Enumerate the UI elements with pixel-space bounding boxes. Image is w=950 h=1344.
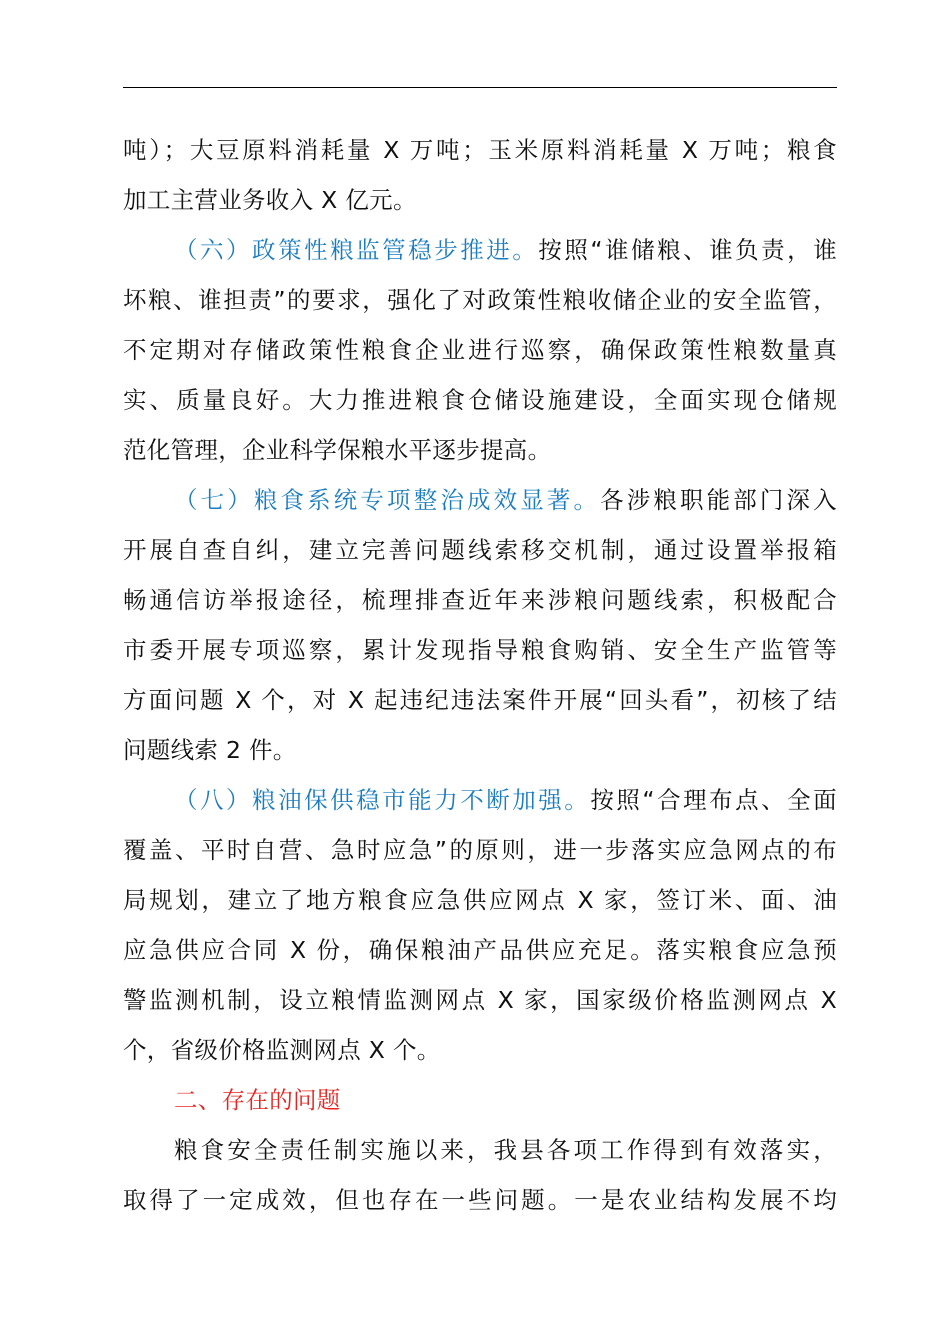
paragraph-first-line xyxy=(123,225,837,275)
paragraph-line: 实、质量良好。大力推进粮食仓储设施建设，全面实现仓储规 xyxy=(123,386,837,414)
paragraph-first-line xyxy=(123,475,837,525)
paragraph-first-line: 粮食安全责任制实施以来，我县各项工作得到有效落实， xyxy=(174,1136,837,1164)
paragraph-line: 局规划，建立了地方粮食应急供应网点 X 家，签订米、面、油 xyxy=(123,886,837,914)
paragraph-line: 问题线索 2 件。 xyxy=(123,736,297,764)
paragraph-line: 市委开展专项巡察，累计发现指导粮食购销、安全生产监管等 xyxy=(123,636,837,664)
paragraph-line: 加工主营业务收入 X 亿元。 xyxy=(123,186,417,214)
paragraph-line: 不定期对存储政策性粮食企业进行巡察，确保政策性粮数量真 xyxy=(123,336,837,364)
section-8-heading: （八）粮油保供稳市能力不断加强。 xyxy=(174,786,591,814)
document-body xyxy=(123,125,837,1225)
paragraph-line: 警监测机制，设立粮情监测网点 X 家，国家级价格监测网点 X xyxy=(123,986,837,1014)
section-7-paragraph xyxy=(123,475,837,775)
section-8-paragraph xyxy=(123,775,837,1075)
paragraph-line: 吨）；大豆原料消耗量 X 万吨；玉米原料消耗量 X 万吨；粮食 xyxy=(123,136,837,164)
paragraph-line: 覆盖、平时自营、急时应急”的原则，进一步落实应急网点的布 xyxy=(123,836,837,864)
paragraph-line: 应急供应合同 X 份，确保粮油产品供应充足。落实粮食应急预 xyxy=(123,936,837,964)
paragraph-line: 个，省级价格监测网点 X 个。 xyxy=(123,1036,441,1064)
paragraph-line-rest: 按照“谁储粮、谁负责，谁 xyxy=(538,236,837,264)
section-6-paragraph xyxy=(123,225,837,475)
header-rule xyxy=(123,87,837,88)
paragraph-line: 畅通信访举报途径，梳理排查近年来涉粮问题线索，积极配合 xyxy=(123,586,837,614)
section-6-heading: （六）政策性粮监管稳步推进。 xyxy=(174,236,539,264)
paragraph-line: 范化管理，企业科学保粮水平逐步提高。 xyxy=(123,436,552,464)
paragraph-line: 开展自查自纠，建立完善问题线索移交机制，通过设置举报箱 xyxy=(123,536,837,564)
paragraph-line: 取得了一定成效，但也存在一些问题。一是农业结构发展不均 xyxy=(123,1186,837,1214)
paragraph-line: 坏粮、谁担责”的要求，强化了对政策性粮收储企业的安全监管， xyxy=(123,286,837,314)
paragraph-line: 方面问题 X 个，对 X 起违纪违法案件开展“回头看”，初核了结 xyxy=(123,686,837,714)
paragraph-line-rest: 按照“合理布点、全面 xyxy=(590,786,837,814)
paragraph-first-line xyxy=(123,775,837,825)
section-7-heading: （七）粮食系统专项整治成效显著。 xyxy=(174,486,601,514)
part-2-section xyxy=(123,1075,837,1225)
continuation-paragraph xyxy=(123,125,837,225)
paragraph-line-rest: 各涉粮职能部门深入 xyxy=(600,486,837,514)
part-2-heading: 二、存在的问题 xyxy=(174,1086,341,1114)
